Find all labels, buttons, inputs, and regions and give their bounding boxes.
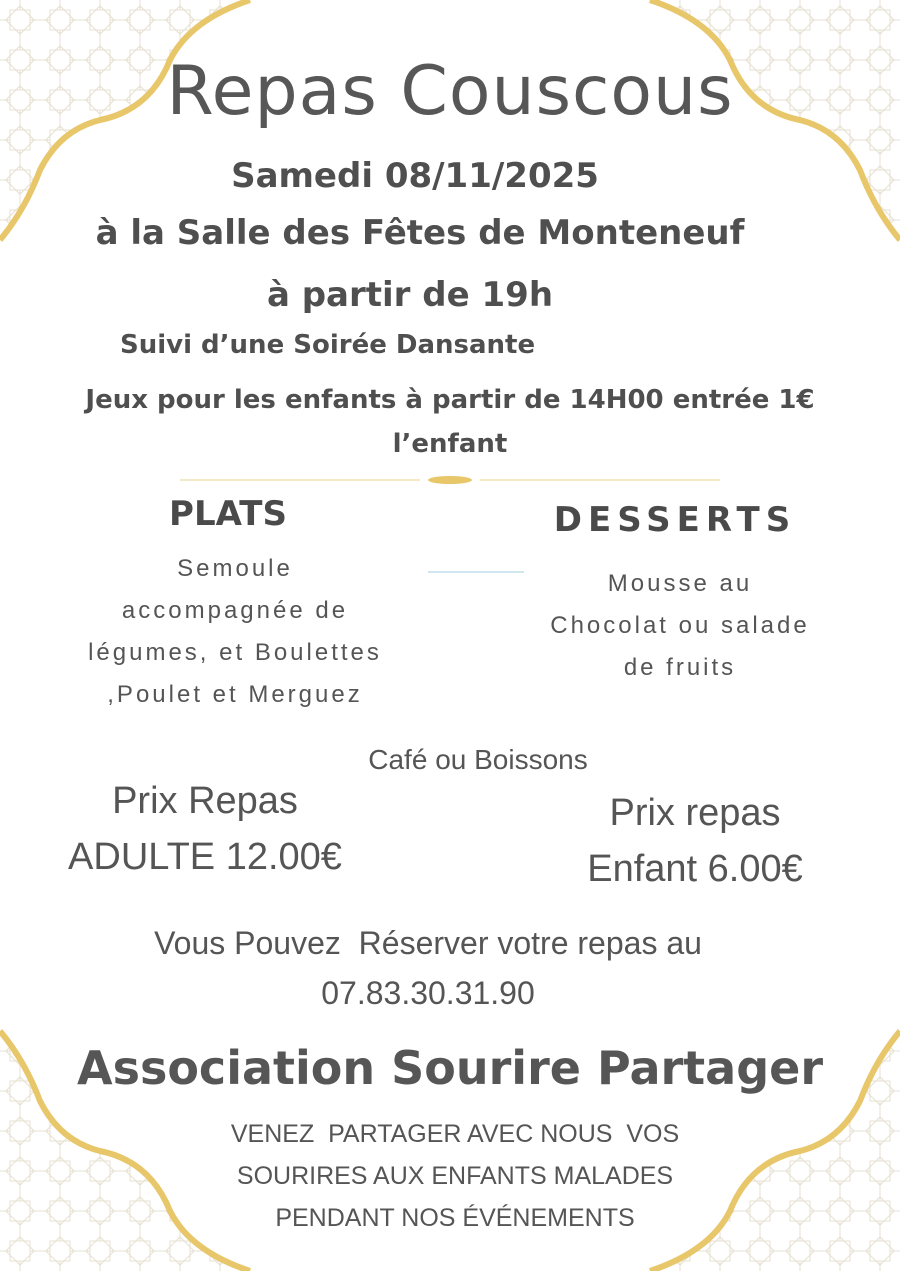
desserts-line: Mousse au xyxy=(607,570,753,597)
association-tagline xyxy=(0,1113,900,1239)
desserts-description xyxy=(490,563,870,689)
plats-line: accompagnée de xyxy=(121,597,349,624)
child-price xyxy=(500,785,890,897)
ornamental-divider xyxy=(180,474,720,486)
plats-line: ,Poulet et Merguez xyxy=(107,681,363,708)
plats-description xyxy=(0,548,470,716)
kids-games-info xyxy=(0,378,900,466)
event-date: Samedi 08/11/2025 xyxy=(231,156,599,196)
event-time: à partir de 19h xyxy=(266,275,554,315)
page-title: Repas Couscous xyxy=(166,52,734,131)
reservation-text: Vous Pouvez Réserver votre repas au xyxy=(154,925,702,961)
plats-line: légumes, et Boulettes xyxy=(88,639,382,666)
plats-line: Semoule xyxy=(177,555,293,582)
kids-games-line-2: l’enfant xyxy=(392,429,508,459)
event-venue: à la Salle des Fêtes de Monteneuf xyxy=(95,213,745,253)
plats-heading: PLATS xyxy=(169,494,287,534)
desserts-heading: DESSERTS xyxy=(553,500,797,540)
tagline-line: PENDANT NOS ÉVÉNEMENTS xyxy=(275,1204,635,1232)
adult-price-label: Prix Repas xyxy=(112,780,298,822)
event-evening: Suivi d’une Soirée Dansante xyxy=(120,330,536,360)
kids-games-line-1: Jeux pour les enfants à partir de 14H00 entrée 1€ xyxy=(85,385,815,415)
desserts-line: Chocolat ou salade xyxy=(550,612,810,639)
child-price-label: Prix repas xyxy=(609,792,781,834)
adult-price-value: ADULTE 12.00€ xyxy=(68,836,342,878)
reservation-info xyxy=(0,918,856,1018)
desserts-line: de fruits xyxy=(623,654,737,681)
child-price-value: Enfant 6.00€ xyxy=(587,848,803,890)
tagline-line: SOURIRES AUX ENFANTS MALADES xyxy=(236,1162,674,1190)
tagline-line: VENEZ PARTAGER AVEC NOUS VOS xyxy=(230,1120,680,1148)
adult-price xyxy=(0,773,410,885)
association-name: Association Sourire Partager xyxy=(76,1041,824,1095)
drinks-info: Café ou Boissons xyxy=(368,744,588,775)
reservation-phone: 07.83.30.31.90 xyxy=(321,975,535,1011)
